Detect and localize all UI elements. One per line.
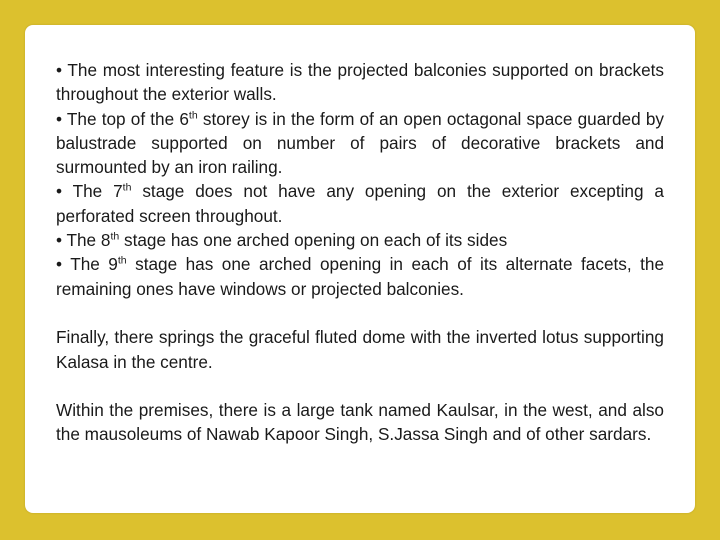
ordinal-suffix: th (122, 181, 132, 194)
bullet-text-end: stage has one arched opening in each of its alternate facets, the remaining ones have windows or projected balconies. (56, 254, 665, 299)
premises-paragraph: Within the premises, there is a large tank named Kaulsar, in the west, and also the mausoleums of Nawab Kapoor Singh, S.Jassa Singh and of other sardars. (56, 400, 664, 445)
bullet-item (56, 252, 664, 301)
bullet-text-start: The top of the 6 (66, 108, 189, 129)
slide-card (25, 25, 695, 513)
bullet-text-end: stage does not have any opening on the exterior excepting a perforated screen throughout. (56, 181, 664, 226)
bullet-text-end: stage has one arched opening on each of its sides (119, 230, 508, 251)
ordinal-suffix: th (188, 108, 198, 121)
bullet-text-end: storey is in the form of an open octagonal space guarded by balustrade supported on number of pairs of decorative brackets and surmounted by an iron railing. (56, 108, 664, 178)
bullet-mark: • (56, 254, 63, 275)
bullet-mark: • (56, 230, 63, 251)
bullet-text-start: The 9 (70, 254, 118, 275)
bullet-item (56, 58, 664, 107)
ordinal-suffix: th (117, 254, 127, 267)
bullet-text: The most interesting feature is the projected balconies supported on brackets throughout the exterior walls. (56, 60, 664, 105)
dome-paragraph: Finally, there springs the graceful fluted dome with the inverted lotus supporting Kalasa in the centre. (56, 327, 664, 372)
bullet-item (56, 228, 664, 252)
bullet-mark: • (56, 60, 63, 80)
bullet-text-start: The 7 (72, 181, 123, 202)
ordinal-suffix: th (110, 230, 120, 243)
bullet-item (56, 107, 664, 180)
bullet-text-start: The 8 (66, 230, 111, 251)
slide-content (56, 58, 664, 447)
bullet-mark: • (56, 181, 63, 202)
bullet-item (56, 179, 664, 228)
bullet-mark: • (56, 108, 63, 129)
